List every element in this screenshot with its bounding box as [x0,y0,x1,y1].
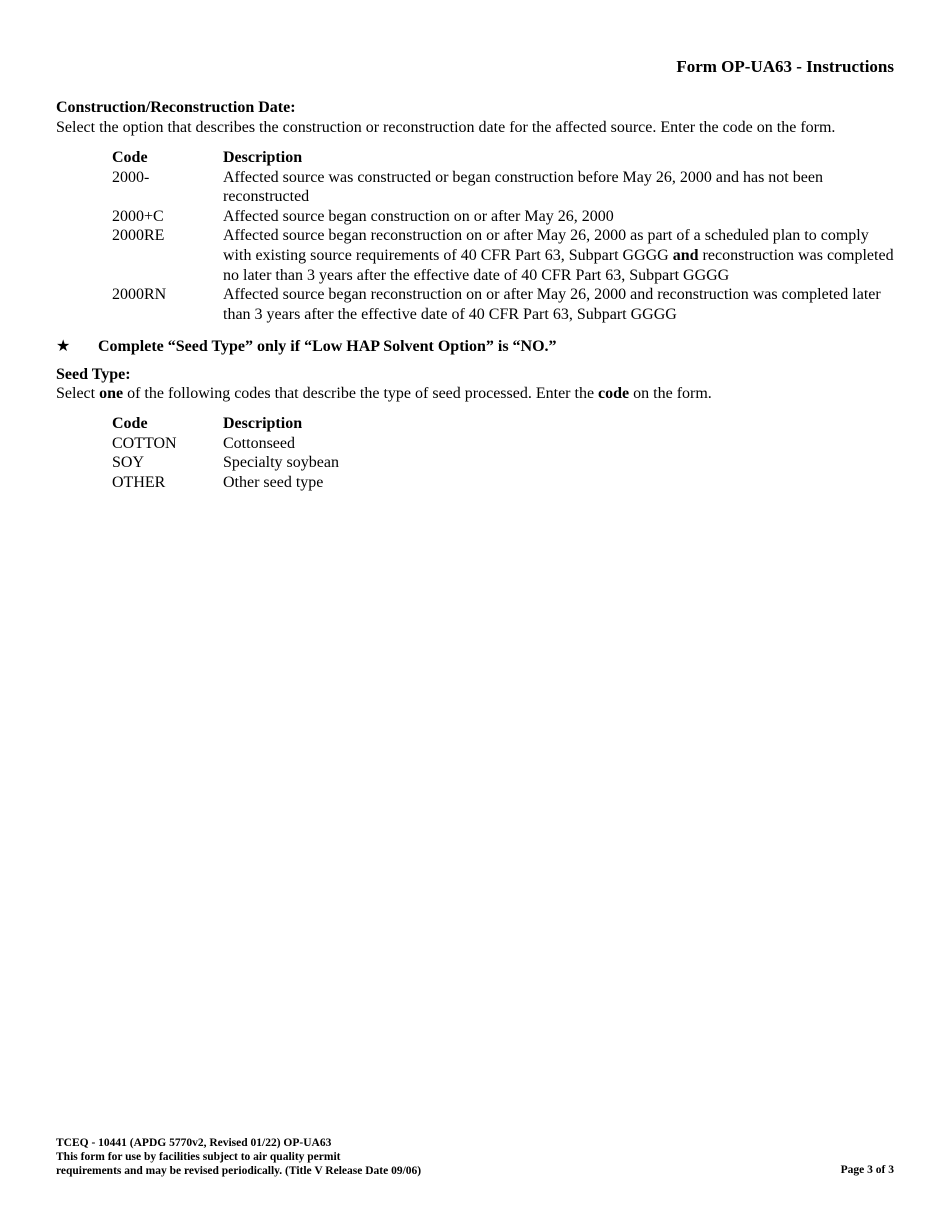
description-cell: Affected source began construction on or after May 26, 2000 [223,207,614,225]
page-number: Page 3 of 3 [840,1164,894,1176]
description-cell: Cottonseed [223,434,295,452]
table-row [112,453,895,473]
description-cell: Specialty soybean [223,454,339,472]
table-row [112,207,895,227]
note-text: Complete “Seed Type” only if “Low HAP Solvent Option” is “NO.” [98,338,557,355]
page-title: Form OP-UA63 - Instructions [676,57,894,76]
seed-code-table [112,414,895,492]
table-row [112,473,895,493]
intro-text: of the following codes that describe the type of seed processed. Enter the [127,385,595,402]
code-cell: 2000+C [112,207,164,225]
seed-type-note [56,336,557,356]
code-cell: 2000RE [112,227,165,245]
intro-text: on the form. [633,385,712,402]
table-row [112,168,895,207]
description-cell: Affected source began reconstruction on or after May 26, 2000 and reconstruction was completed later than 3 years after the effective date of 40 CFR Part 63, Subpart GGGG [223,286,881,323]
table-row [112,226,895,285]
description-text: reconstruction was completed no later than 3 years after the effective date of 40 CFR Part 63, Subpart GGGG [223,246,894,284]
footer-line: TCEQ - 10441 (APDG 5770v2, Revised 01/22) OP-UA63 [56,1137,332,1149]
table-row [112,285,895,324]
table-header-row [112,414,895,434]
construction-date-intro: Select the option that describes the construction or reconstruction date for the affected source. Enter the code on the form. [56,119,836,136]
code-column-header: Code [112,149,148,166]
emphasis-and: and [672,246,699,264]
description-column-header: Description [223,149,303,166]
code-cell: 2000RN [112,286,167,304]
emphasis-code: code [598,385,630,402]
code-cell: 2000- [112,168,150,186]
code-column-header: Code [112,415,148,432]
code-cell: SOY [112,454,145,472]
table-header-row [112,148,895,168]
emphasis-one: one [99,385,124,402]
intro-text: Select [56,385,96,402]
description-text: Affected source began reconstruction on or after May 26, 2000 as part of a scheduled plan to comply with existing source requirements of 40 CFR Part 63, Subpart GGGG [223,227,869,264]
description-cell: Affected source was constructed or began construction before May 26, 2000 and has not been reconstructed [223,168,823,206]
footer-line: requirements and may be revised periodically. (Title V Release Date 09/06) [56,1165,422,1178]
seed-type-intro [56,385,712,403]
seed-type-heading: Seed Type: [56,366,131,383]
table-row [112,434,895,454]
description-cell: Other seed type [223,473,324,491]
code-cell: OTHER [112,473,166,491]
footer-form-info [56,1136,421,1179]
code-cell: COTTON [112,434,177,452]
description-column-header: Description [223,415,303,432]
construction-date-heading: Construction/Reconstruction Date: [56,99,296,116]
construction-code-table [112,148,895,324]
star-icon: ★ [56,338,71,355]
footer-line: This form for use by facilities subject to air quality permit [56,1151,341,1164]
description-cell [223,226,895,285]
